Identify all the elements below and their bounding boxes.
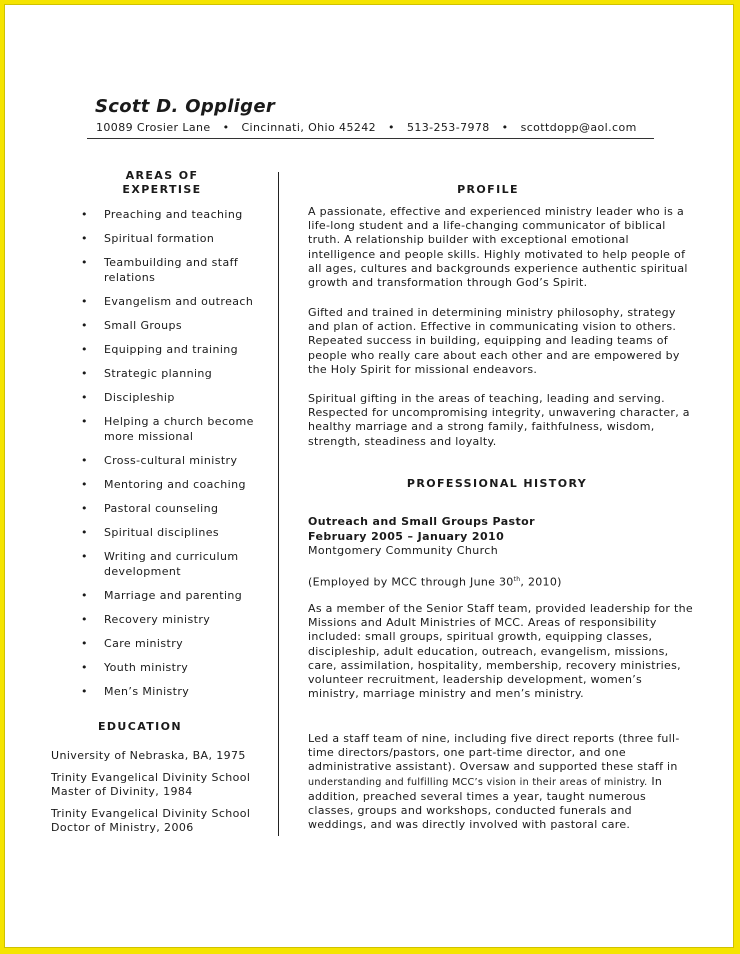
list-item: • Spiritual formation [67,231,267,246]
list-item: • Preaching and teaching [67,207,267,222]
profile-paragraph: Gifted and trained in determining ministry philosophy, strategy and plan of action. Effective in communicating vision to others. Repeated success in building, equipping and leading teams of people who really care about each other and are empowered by the Holy Spirit for missional endeavors. [308,306,680,376]
profile-paragraph: Spiritual gifting in the areas of teaching, leading and serving. Respected for uncompromising integrity, unwavering character, a healthy marriage and a strong family, faithfulness, wisdom, strength, steadiness and loyalty. [308,392,690,448]
job-title: Outreach and Small Groups Pastor [308,515,535,528]
list-item: • Discipleship [67,390,267,405]
education-entry: Trinity Evangelical Divinity School Master of Divinity, 1984 [51,771,251,798]
expertise-list [67,207,267,708]
job-header [308,515,693,559]
contact-city: Cincinnati, Ohio 45242 [241,121,377,134]
resume-page [4,4,734,948]
list-item: • Teambuilding and staff relations [67,255,267,285]
job-organization: Montgomery Community Church [308,544,499,557]
list-item: • Youth ministry [67,660,267,675]
column-divider [278,172,279,836]
profile-paragraph: A passionate, effective and experienced ministry leader who is a life-long student and a life-changing communicator of biblical truth. A relationship builder with exceptional emotional intelligence and people skills. Highly motivated to help people of all ages, cultures and backgrounds experience authentic spiritual growth and transformation through God’s Spirit. [308,205,688,290]
list-item: • Men’s Ministry [67,684,267,699]
profile-heading: PROFILE [457,183,519,196]
contact-separator: • [388,121,395,134]
list-item: • Helping a church become more missional [67,414,267,444]
history-paragraph: Led a staff team of nine, including five direct reports (three full-time directors/pastors, one part-time director, and one administrative assistant). Oversaw and supported these staff in understanding and fulfilling MCC’s vision in their areas of ministry. In addition, preached several times a year, taught numerous classes, groups and workshops, conducted funerals and weddings, and was directly involved with pastoral care. [308,732,680,832]
list-item: • Pastoral counseling [67,501,267,516]
resume-name: Scott D. Oppliger [95,96,276,117]
list-item: • Mentoring and coaching [67,477,267,492]
list-item: • Cross-cultural ministry [67,453,267,468]
history-paragraph: As a member of the Senior Staff team, provided leadership for the Missions and Adult Ministries of MCC. Areas of responsibility included: small groups, spiritual growth, equipping classes, discipleship, adult education, outreach, evangelism, missions, care, assimilation, hospitality, membership, recovery ministries, volunteer recruitment, leadership development, women’s ministry, marriage ministry and men’s ministry. [308,602,693,701]
list-item: • Equipping and training [67,342,267,357]
education-entry: University of Nebraska, BA, 1975 [51,749,246,762]
header-rule [87,138,654,139]
contact-separator: • [222,121,230,134]
contact-phone: 513-253-7978 [406,121,490,134]
contact-email: scottdopp@aol.com [520,121,637,134]
list-item: • Recovery ministry [67,612,267,627]
list-item: • Care ministry [67,636,267,651]
education-entry: Trinity Evangelical Divinity School Doctor of Ministry, 2006 [51,807,251,834]
list-item: • Evangelism and outreach [67,294,267,309]
list-item: • Writing and curriculum development [67,549,267,579]
list-item: • Spiritual disciplines [67,525,267,540]
contact-address: 10089 Crosier Lane [96,121,211,134]
history-heading: PROFESSIONAL HISTORY [406,477,588,490]
expertise-heading: AREAS OF EXPERTISE [122,169,202,196]
contact-separator: • [501,121,509,134]
education-list [51,749,271,843]
job-dates: February 2005 – January 2010 [308,529,505,543]
contact-line [96,121,656,134]
education-heading: EDUCATION [97,720,183,733]
list-item: • Strategic planning [67,366,267,381]
employment-note: (Employed by MCC through June 30th, 2010) [308,575,562,589]
list-item: • Marriage and parenting [67,588,267,603]
list-item: • Small Groups [67,318,267,333]
